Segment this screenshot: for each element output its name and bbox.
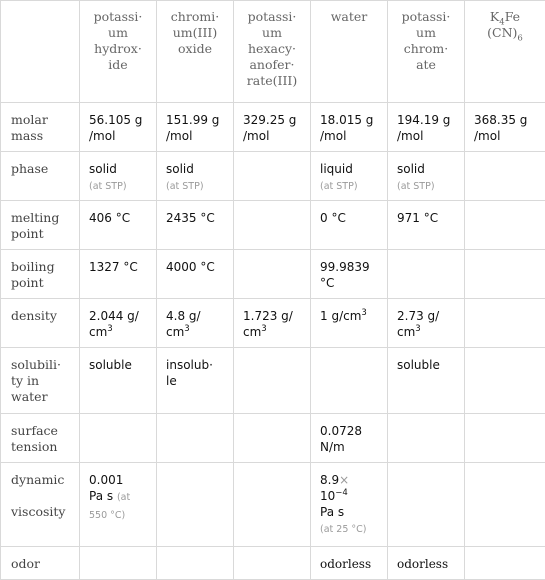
cell: soluble xyxy=(388,348,465,414)
row-label: solubili· ty in water xyxy=(1,348,80,414)
cell: 56.105 g /mol xyxy=(80,103,157,152)
cell: 0 °C xyxy=(311,201,388,250)
cell xyxy=(234,152,311,201)
cell: 368.35 g /mol xyxy=(465,103,545,152)
col-potassium-chromate: potassi· um chrom· ate xyxy=(388,1,465,103)
cell xyxy=(465,348,545,414)
cell: 8.9× $10^{-4}$ Pa s (at 25 °C) xyxy=(311,463,388,547)
col-k4fe-cn6: $K_4Fe$ $(CN)_6$ xyxy=(465,1,545,103)
cell xyxy=(465,463,545,547)
corner-cell xyxy=(1,1,80,103)
row-label: dynamic viscosity xyxy=(1,463,80,547)
cell: 2.73 g/ $cm^3$ xyxy=(388,299,465,348)
row-dynamic-viscosity xyxy=(1,463,545,547)
cell xyxy=(465,250,545,299)
cell: 194.19 g /mol xyxy=(388,103,465,152)
cell: 0.001 Pa s (at 550 °C) xyxy=(80,463,157,547)
cell xyxy=(157,414,234,463)
cell: insolub· le xyxy=(157,348,234,414)
cell xyxy=(465,414,545,463)
row-odor xyxy=(1,547,545,580)
row-label: surface tension xyxy=(1,414,80,463)
cell: 2435 °C xyxy=(157,201,234,250)
row-label: density xyxy=(1,299,80,348)
row-density xyxy=(1,299,545,348)
cell xyxy=(234,547,311,580)
cell xyxy=(388,250,465,299)
cell: 2.044 g/ $cm^3$ xyxy=(80,299,157,348)
cell: odorless xyxy=(388,547,465,580)
header-row xyxy=(1,1,545,103)
cell: 0.0728 N/m xyxy=(311,414,388,463)
col-water: water xyxy=(311,1,388,103)
cell: liquid (at STP) xyxy=(311,152,388,201)
col-potassium-hexacyanoferrate-iii: potassi· um hexacy· anofer· rate(III) xyxy=(234,1,311,103)
cell: 4.8 g/ $cm^3$ xyxy=(157,299,234,348)
cell xyxy=(157,547,234,580)
row-label: phase xyxy=(1,152,80,201)
cell: odorless xyxy=(311,547,388,580)
cell xyxy=(234,414,311,463)
cell xyxy=(157,463,234,547)
cell: 1.723 g/ $cm^3$ xyxy=(234,299,311,348)
row-molar-mass xyxy=(1,103,545,152)
row-label: boiling point xyxy=(1,250,80,299)
cell: solid (at STP) xyxy=(157,152,234,201)
row-phase xyxy=(1,152,545,201)
cell: 971 °C xyxy=(388,201,465,250)
row-melting-point xyxy=(1,201,545,250)
col-chromium-iii-oxide: chromi· um(III) oxide xyxy=(157,1,234,103)
cell xyxy=(311,348,388,414)
row-surface-tension xyxy=(1,414,545,463)
cell xyxy=(80,414,157,463)
cell xyxy=(388,463,465,547)
cell xyxy=(388,414,465,463)
row-label: molar mass xyxy=(1,103,80,152)
row-boiling-point xyxy=(1,250,545,299)
cell xyxy=(465,547,545,580)
cell: solid (at STP) xyxy=(80,152,157,201)
cell: solid (at STP) xyxy=(388,152,465,201)
cell xyxy=(234,250,311,299)
cell: soluble xyxy=(80,348,157,414)
row-label: melting point xyxy=(1,201,80,250)
cell: 406 °C xyxy=(80,201,157,250)
row-solubility xyxy=(1,348,545,414)
cell: 1 $g/cm^3$ xyxy=(311,299,388,348)
cell: 18.015 g /mol xyxy=(311,103,388,152)
cell xyxy=(465,299,545,348)
cell: 329.25 g /mol xyxy=(234,103,311,152)
cell: 151.99 g /mol xyxy=(157,103,234,152)
cell xyxy=(80,547,157,580)
cell xyxy=(234,201,311,250)
cell xyxy=(234,348,311,414)
cell xyxy=(465,152,545,201)
cell: 99.9839 °C xyxy=(311,250,388,299)
cell xyxy=(234,463,311,547)
cell: 4000 °C xyxy=(157,250,234,299)
cell: 1327 °C xyxy=(80,250,157,299)
row-label: odor xyxy=(1,547,80,580)
cell xyxy=(465,201,545,250)
col-potassium-hydroxide: potassi· um hydrox· ide xyxy=(80,1,157,103)
